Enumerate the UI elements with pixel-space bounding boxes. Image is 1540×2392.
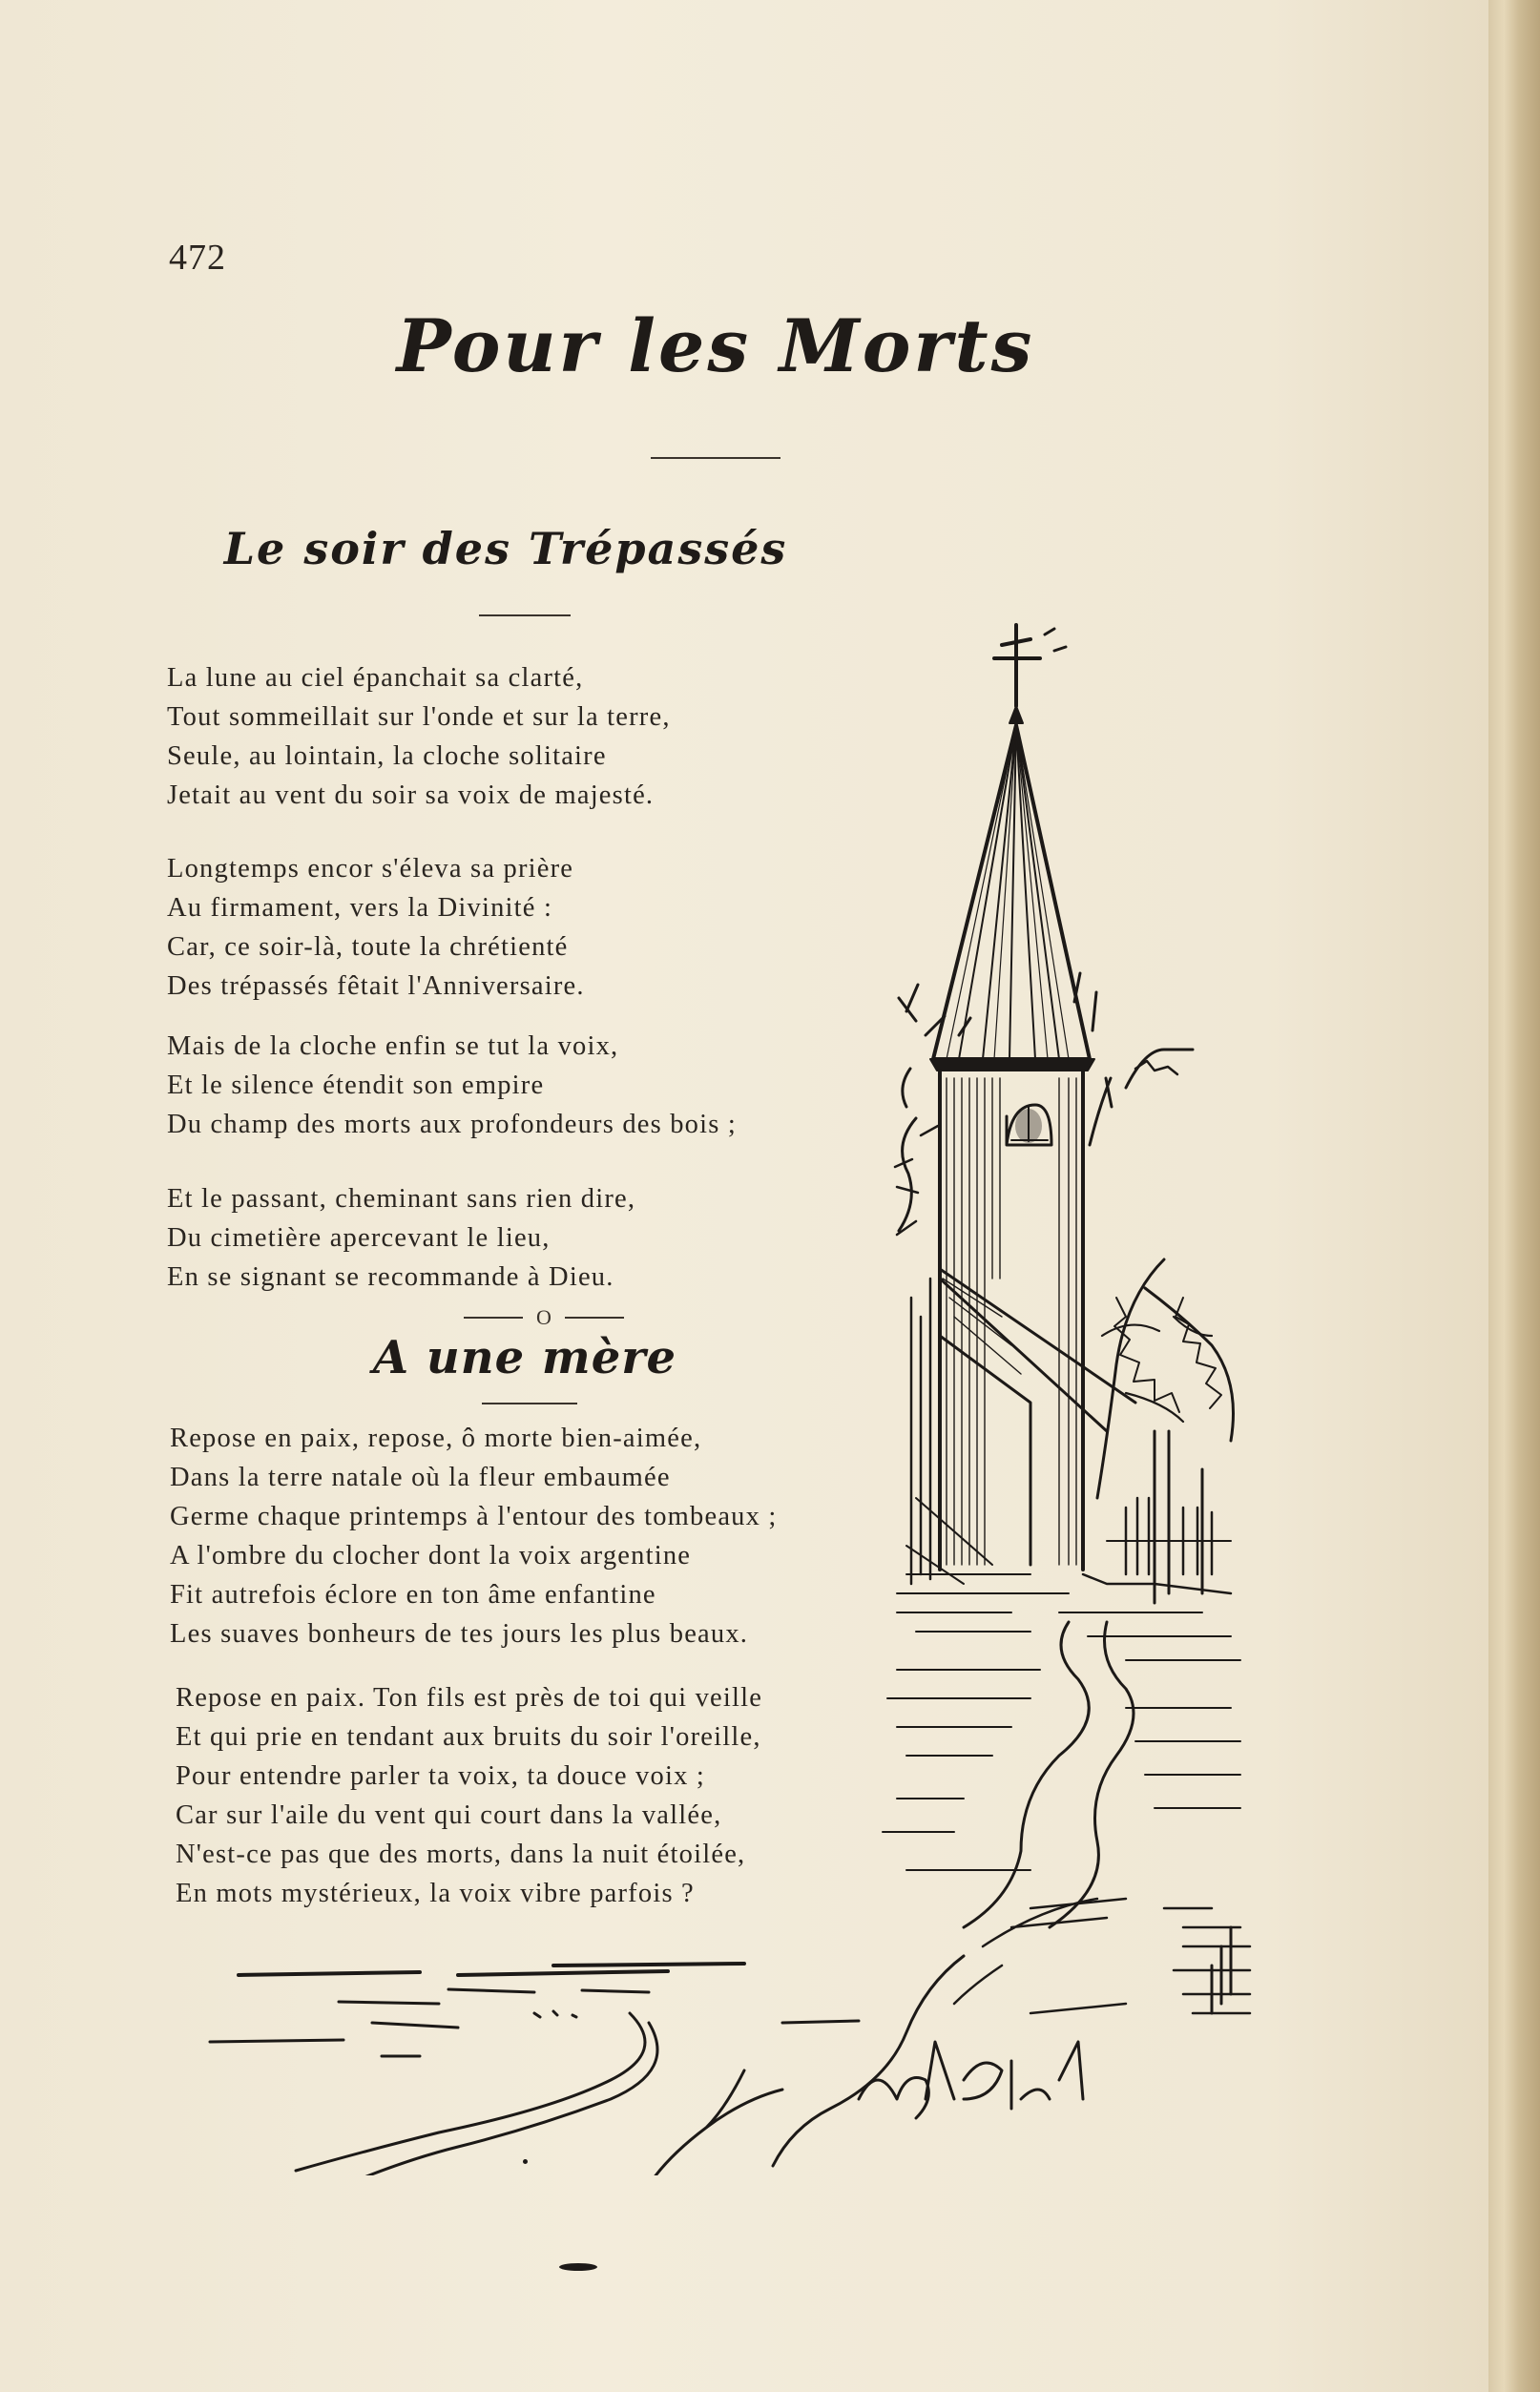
verse-line: Car, ce soir-là, toute la chrétienté: [167, 932, 569, 962]
verse-line: A l'ombre du clocher dont la voix argentine: [170, 1541, 692, 1570]
verse-line: Car sur l'aile du vent qui court dans la vallée,: [176, 1800, 722, 1830]
verse-line: Et le silence étendit son empire: [167, 1071, 545, 1100]
ink-speck: [523, 2159, 528, 2164]
verse-line: Tout sommeillait sur l'onde et sur la terre,: [167, 702, 671, 732]
ornament-glyph: O: [536, 1304, 551, 1329]
verse-line: Pour entendre parler ta voix, ta douce voix ;: [176, 1761, 705, 1791]
verse-line: Et qui prie en tendant aux bruits du soir l'oreille,: [176, 1722, 761, 1752]
verse-line: Les suaves bonheurs de tes jours les plus beaux.: [170, 1619, 749, 1649]
verse-line: En mots mystérieux, la voix vibre parfois ?: [176, 1879, 695, 1908]
title-rule: [651, 457, 780, 459]
verse-line: En se signant se recommande à Dieu.: [167, 1262, 614, 1292]
verse-line: Et le passant, cheminant sans rien dire,: [167, 1184, 636, 1214]
verse-line: Fit autrefois éclore en ton âme enfantine: [170, 1580, 656, 1610]
verse-line: Seule, au lointain, la cloche solitaire: [167, 741, 607, 771]
verse-line: Longtemps encor s'éleva sa prière: [167, 854, 574, 884]
verse-line: Dans la terre natale où la fleur embaumée: [170, 1463, 671, 1492]
verse-line: Jetait au vent du soir sa voix de majesté.: [167, 780, 655, 810]
verse-line: Repose en paix. Ton fils est près de toi qui veille: [176, 1683, 763, 1713]
verse-line: La lune au ciel épanchait sa clarté,: [167, 663, 584, 693]
section-title-a-une-mere: A une mère: [372, 1331, 677, 1384]
page-title: Pour les Morts: [396, 303, 1035, 388]
verse-line: Germe chaque printemps à l'entour des tombeaux ;: [170, 1502, 778, 1531]
page-number: 472: [169, 238, 226, 278]
verse-line: Au firmament, vers la Divinité :: [167, 893, 553, 923]
section-title-soir-des-trepasses: Le soir des Trépassés: [223, 523, 788, 574]
ink-speck: [559, 2263, 597, 2271]
verse-line: Du champ des morts aux profondeurs des bois ;: [167, 1110, 737, 1139]
verse-line: Mais de la cloche enfin se tut la voix,: [167, 1031, 619, 1061]
verse-line: Repose en paix, repose, ô morte bien-aimée,: [170, 1424, 702, 1453]
verse-line: Des trépassés fêtait l'Anniversaire.: [167, 971, 585, 1001]
church-steeple-illustration: [172, 611, 1279, 2175]
verse-line: N'est-ce pas que des morts, dans la nuit étoilée,: [176, 1840, 746, 1869]
page-edge: [1488, 0, 1540, 2392]
verse-line: Du cimetière apercevant le lieu,: [167, 1223, 551, 1253]
